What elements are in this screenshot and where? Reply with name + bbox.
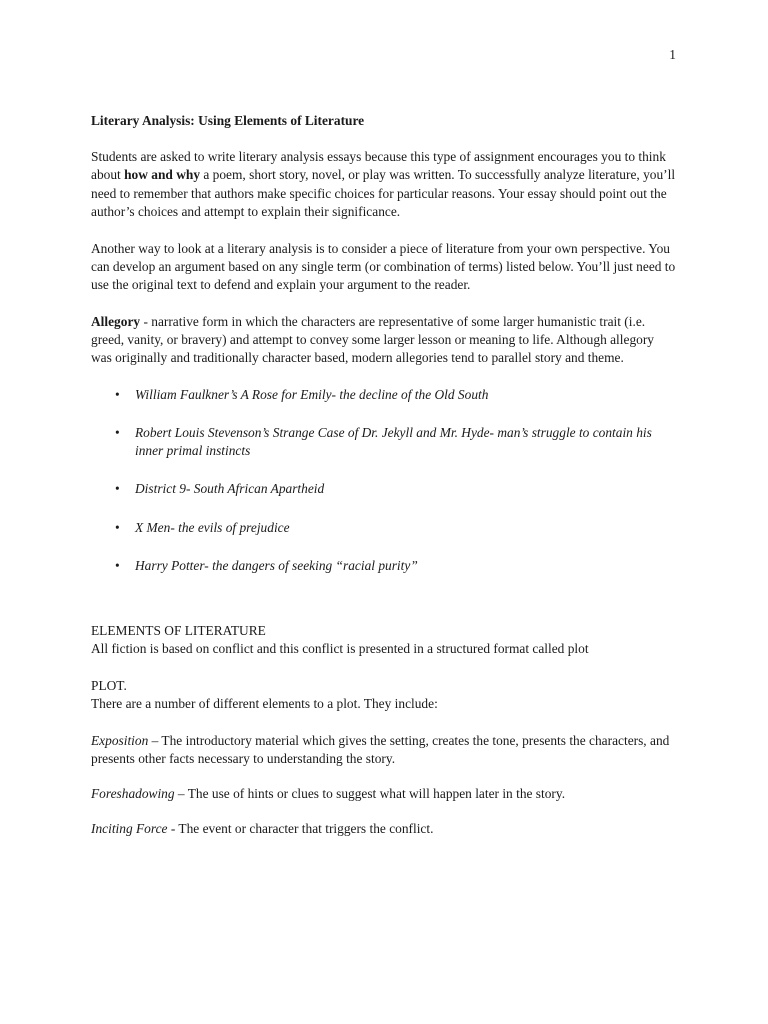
document-title: Literary Analysis: Using Elements of Literature xyxy=(91,113,365,128)
plot-element-foreshadowing xyxy=(91,785,677,803)
list-item-text: William Faulkner’s A Rose for Emily- the decline of the Old South xyxy=(135,386,489,402)
term-definition: – The use of hints or clues to suggest what will happen later in the story. xyxy=(174,786,566,802)
page-number: 1 xyxy=(669,47,676,62)
list-item xyxy=(91,386,677,404)
plot-element-exposition xyxy=(91,732,677,768)
plot-text: There are a number of different elements to a plot. They include: xyxy=(91,696,438,712)
bullet-icon: • xyxy=(115,424,120,440)
term-label: Foreshadowing xyxy=(91,786,175,802)
allegory-term: Allegory xyxy=(91,313,141,329)
allegory-paragraph xyxy=(91,313,677,368)
list-item xyxy=(91,557,677,575)
term-label: Exposition xyxy=(91,732,149,748)
document-body xyxy=(91,112,677,856)
intro-paragraph xyxy=(91,148,677,221)
list-item-text: District 9- South African Apartheid xyxy=(135,481,325,497)
bullet-icon: • xyxy=(115,386,120,402)
plot-heading: PLOT. xyxy=(91,677,127,693)
list-item-text: Harry Potter- the dangers of seeking “racial purity” xyxy=(135,557,418,573)
intro-bold-phrase: how and why xyxy=(124,167,201,183)
allegory-definition: - narrative form in which the characters are representative of some larger humanistic trait (i.e. greed, vanity, or bravery) and attempt to convey some larger lesson or meaning to life. Although allegory was originally and traditionally character based, modern allegories tend to parallel story and theme. xyxy=(91,313,654,366)
bullet-icon: • xyxy=(115,557,120,573)
plot-element-inciting-force xyxy=(91,820,677,838)
elements-heading: ELEMENTS OF LITERATURE xyxy=(91,622,266,638)
term-label: Inciting Force xyxy=(91,821,168,837)
term-definition: - The event or character that triggers the conflict. xyxy=(167,821,434,837)
list-item xyxy=(91,424,677,460)
perspective-paragraph: Another way to look at a literary analysis is to consider a piece of literature from your own perspective. You can develop an argument based on any single term (or combination of terms) listed below. You’ll just need to use the original text to defend and explain your argument to the reader. xyxy=(91,240,676,292)
list-item-text: X Men- the evils of prejudice xyxy=(135,519,290,535)
term-definition: – The introductory material which gives the setting, creates the tone, presents the characters, and presents other facts necessary to understanding the story. xyxy=(91,732,670,766)
list-item xyxy=(91,519,677,537)
bullet-icon: • xyxy=(115,519,120,535)
elements-text: All fiction is based on conflict and this conflict is presented in a structured format called plot xyxy=(91,641,589,657)
intro-text-end: a poem, short story, novel, or play was written. To successfully analyze literature, you’ll need to remember that authors make specific choices for particular reasons. Your essay should point out the author’s choices and attempt to explain their significance. xyxy=(91,167,676,219)
allegory-examples-list xyxy=(91,386,677,575)
list-item xyxy=(91,480,677,498)
intro-text-start: Students are asked to write literary analysis essays because this type of assignment encourages you to think about xyxy=(91,149,666,183)
list-item-text: Robert Louis Stevenson’s Strange Case of Dr. Jekyll and Mr. Hyde- man’s struggle to contain his inner primal instincts xyxy=(135,424,652,459)
bullet-icon: • xyxy=(115,481,120,497)
